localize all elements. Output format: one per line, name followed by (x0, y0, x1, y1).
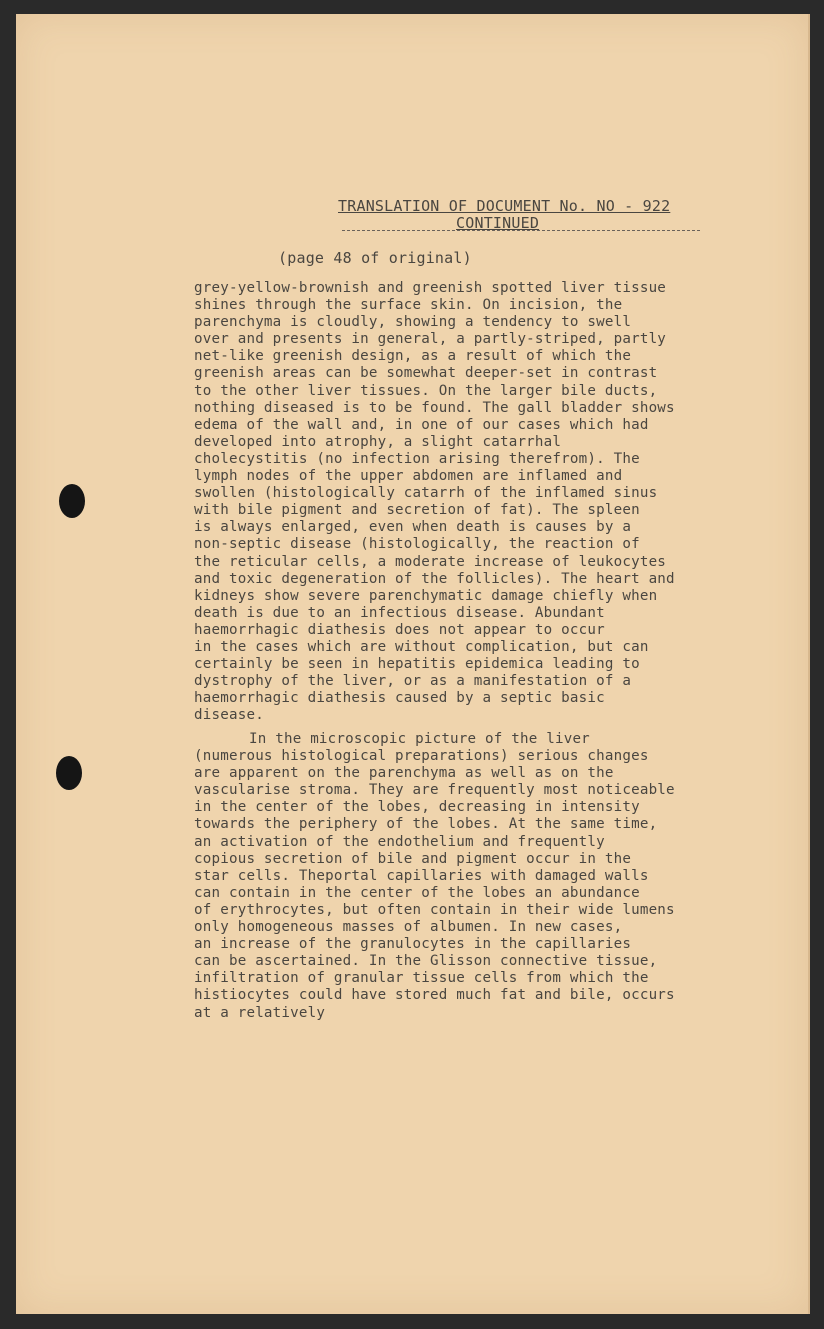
text-line: non-septic disease (histologically, the reaction of (194, 536, 640, 553)
text-line: towards the periphery of the lobes. At the same time, (194, 816, 658, 833)
text-line: only homogeneous masses of albumen. In new cases, (194, 919, 623, 936)
paragraph-1 (194, 280, 774, 724)
paragraph-2 (194, 731, 774, 1022)
document-page (16, 14, 810, 1314)
text-line: star cells. Theportal capillaries with damaged walls (194, 867, 649, 884)
text-line: in the center of the lobes, decreasing in intensity (194, 799, 640, 816)
text-line: kidneys show severe parenchymatic damage chiefly when (194, 587, 658, 604)
text-line: copious secretion of bile and pigment occur in the (194, 850, 632, 867)
text-line: edema of the wall and, in one of our cases which had (194, 416, 649, 433)
text-line: are apparent on the parenchyma as well as on the (194, 765, 614, 782)
text-line: cholecystitis (no infection arising therefrom). The (194, 450, 640, 467)
text-line: of erythrocytes, but often contain in their wide lumens (194, 901, 675, 918)
text-line: haemorrhagic diathesis does not appear to occur (194, 621, 605, 638)
text-line: with bile pigment and secretion of fat). The spleen (194, 502, 640, 519)
text-line: parenchyma is cloudly, showing a tendency to swell (194, 314, 632, 331)
text-line: developed into atrophy, a slight catarrhal (194, 433, 562, 450)
text-line: vascularise stroma. They are frequently most noticeable (194, 782, 675, 799)
text-line: lymph nodes of the upper abdomen are inflamed and (194, 468, 623, 485)
text-line: net-like greenish design, as a result of which the (194, 348, 632, 365)
text-line: and toxic degeneration of the follicles). The heart and (194, 570, 675, 587)
text-line: greenish areas can be somewhat deeper-set in contrast (194, 365, 658, 382)
text-line: nothing diseased is to be found. The gall bladder shows (194, 399, 675, 416)
document-title: TRANSLATION OF DOCUMENT No. NO - 922 (338, 197, 671, 215)
text-line: in the cases which are without complication, but can (194, 638, 649, 655)
text-line: certainly be seen in hepatitis epidemica leading to (194, 656, 640, 673)
text-line: histiocytes could have stored much fat and bile, occurs (194, 987, 675, 1004)
text-line: to the other liver tissues. On the larger bile ducts, (194, 382, 658, 399)
page-reference: (page 48 of original) (278, 249, 472, 267)
text-line: is always enlarged, even when death is causes by a (194, 519, 632, 536)
text-line: grey-yellow-brownish and greenish spotted liver tissue (194, 280, 667, 296)
text-line: an activation of the endothelium and frequently (194, 833, 605, 850)
text-line: at a relatively (194, 1004, 326, 1021)
text-line: In the microscopic picture of the liver (249, 731, 590, 747)
text-line: (numerous histological preparations) serious changes (194, 748, 649, 765)
document-heading (338, 198, 704, 232)
text-line: can contain in the center of the lobes an abundance (194, 884, 640, 901)
text-line: swollen (histologically catarrh of the inflamed sinus (194, 485, 658, 502)
text-line: dystrophy of the liver, or as a manifestation of a (194, 673, 632, 690)
text-line: over and presents in general, a partly-striped, partly (194, 331, 667, 348)
punch-hole (59, 484, 85, 518)
text-line: haemorrhagic diathesis caused by a septic basic (194, 690, 605, 707)
text-line: an increase of the granulocytes in the capillaries (194, 936, 632, 953)
text-line: death is due to an infectious disease. Abundant (194, 604, 605, 621)
text-line: infiltration of granular tissue cells from which the (194, 970, 649, 987)
text-line: can be ascertained. In the Glisson connective tissue, (194, 953, 658, 970)
text-line: shines through the surface skin. On incision, the (194, 297, 623, 314)
text-line: the reticular cells, a moderate increase of leukocytes (194, 553, 667, 570)
continued-label: CONTINUED (456, 214, 540, 232)
heading-divider (342, 230, 700, 231)
text-line: disease. (194, 707, 264, 724)
punch-hole (56, 756, 82, 790)
